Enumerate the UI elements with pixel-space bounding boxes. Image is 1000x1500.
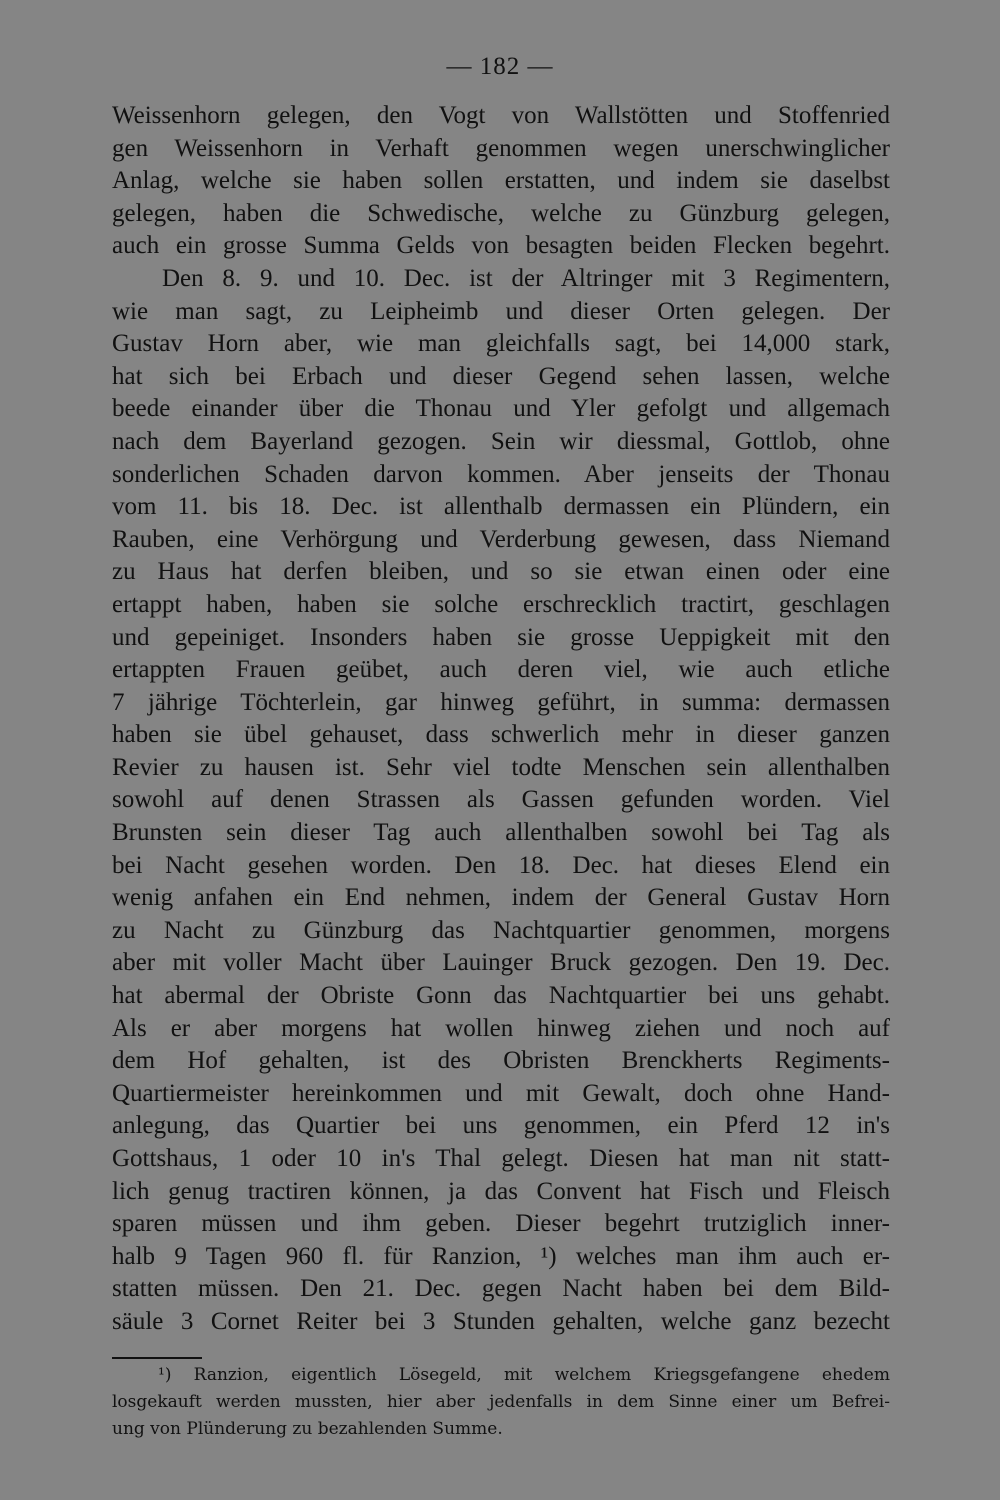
body-line: beede einander über die Thonau und Yler gefolgt und allgemach	[112, 395, 890, 423]
body-line: wenig anfahen ein End nehmen, indem der General Gustav Horn	[112, 884, 890, 912]
body-line: nach dem Bayerland gezogen. Sein wir diessmal, Gottlob, ohne	[112, 427, 890, 455]
body-line: vom 11. bis 18. Dec. ist allenthalb dermassen ein Plündern, ein	[112, 493, 890, 521]
body-line: hat abermal der Obriste Gonn das Nachtquartier bei uns gehabt.	[112, 982, 890, 1010]
body-line: halb 9 Tagen 960 fl. für Ranzion, ¹) welches man ihm auch er-	[112, 1242, 890, 1270]
body-line: und gepeiniget. Insonders haben sie grosse Ueppigkeit mit den	[112, 623, 890, 651]
body-line: Als er aber morgens hat wollen hinweg ziehen und noch auf	[112, 1014, 890, 1042]
body-line: dem Hof gehalten, ist des Obristen Brenckherts Regiments-	[112, 1047, 890, 1075]
body-line: Revier zu hausen ist. Sehr viel todte Menschen sein allenthalben	[112, 753, 890, 781]
body-line: zu Nacht zu Günzburg das Nachtquartier genommen, morgens	[112, 916, 890, 944]
footnote	[112, 1362, 890, 1443]
footnote-divider	[112, 1357, 202, 1359]
footnote-line: ung von Plünderung zu bezahlenden Summe.	[112, 1419, 503, 1439]
body-line: anlegung, das Quartier bei uns genommen, ein Pferd 12 in's	[112, 1112, 890, 1140]
body-line: säule 3 Cornet Reiter bei 3 Stunden gehalten, welche ganz bezecht	[112, 1307, 890, 1335]
body-line: Brunsten sein dieser Tag auch allenthalben sowohl bei Tag als	[112, 819, 890, 847]
body-line: Den 8. 9. und 10. Dec. ist der Altringer mit 3 Regimentern,	[162, 264, 890, 292]
body-line: lich genug tractiren können, ja das Convent hat Fisch und Fleisch	[112, 1177, 890, 1205]
footnote-line: ¹) Ranzion, eigentlich Lösegeld, mit welchem Kriegsgefangene ehedem	[158, 1365, 890, 1385]
body-line: aber mit voller Macht über Lauinger Bruck gezogen. Den 19. Dec.	[112, 949, 890, 977]
body-line: statten müssen. Den 21. Dec. gegen Nacht haben bei dem Bild-	[112, 1275, 890, 1303]
page-number: — 182 —	[446, 53, 554, 80]
body-text	[112, 100, 890, 1339]
body-line: Anlag, welche sie haben sollen erstatten, und indem sie daselbst	[112, 167, 890, 195]
body-line: zu Haus hat derfen bleiben, und so sie etwan einen oder eine	[112, 558, 890, 586]
body-line: Rauben, eine Verhörgung und Verderbung gewesen, dass Niemand	[112, 525, 890, 553]
body-line: wie man sagt, zu Leipheimb und dieser Orten gelegen. Der	[112, 297, 890, 325]
body-line: sparen müssen und ihm geben. Dieser begehrt trutziglich inner-	[112, 1210, 890, 1238]
body-line: gelegen, haben die Schwedische, welche zu Günzburg gelegen,	[112, 199, 890, 227]
body-line: Quartiermeister hereinkommen und mit Gewalt, doch ohne Hand-	[112, 1079, 890, 1107]
body-line: auch ein grosse Summa Gelds von besagten beiden Flecken begehrt.	[112, 232, 890, 260]
body-line: Weissenhorn gelegen, den Vogt von Wallstötten und Stoffenried	[112, 102, 890, 129]
body-line: sonderlichen Schaden darvon kommen. Aber jenseits der Thonau	[112, 460, 890, 488]
body-line: ertappten Frauen geübet, auch deren viel, wie auch etliche	[112, 656, 890, 684]
body-line: ertappt haben, haben sie solche erschrecklich tractirt, geschlagen	[112, 590, 890, 618]
body-line: gen Weissenhorn in Verhaft genommen wegen unerschwinglicher	[112, 134, 890, 162]
body-line: bei Nacht gesehen worden. Den 18. Dec. hat dieses Elend ein	[112, 851, 890, 879]
body-line: Gustav Horn aber, wie man gleichfalls sagt, bei 14,000 stark,	[112, 330, 890, 358]
body-line: Gottshaus, 1 oder 10 in's Thal gelegt. Diesen hat man nit statt-	[112, 1145, 890, 1172]
body-line: haben sie übel gehauset, dass schwerlich mehr in dieser ganzen	[112, 721, 890, 749]
body-line: sowohl auf denen Strassen als Gassen gefunden worden. Viel	[112, 786, 890, 814]
body-line: 7 jährige Töchterlein, gar hinweg geführt, in summa: dermassen	[112, 688, 890, 716]
body-line: hat sich bei Erbach und dieser Gegend sehen lassen, welche	[112, 362, 890, 390]
footnote-line: losgekauft werden mussten, hier aber jedenfalls in dem Sinne einer um Befrei-	[112, 1392, 890, 1412]
